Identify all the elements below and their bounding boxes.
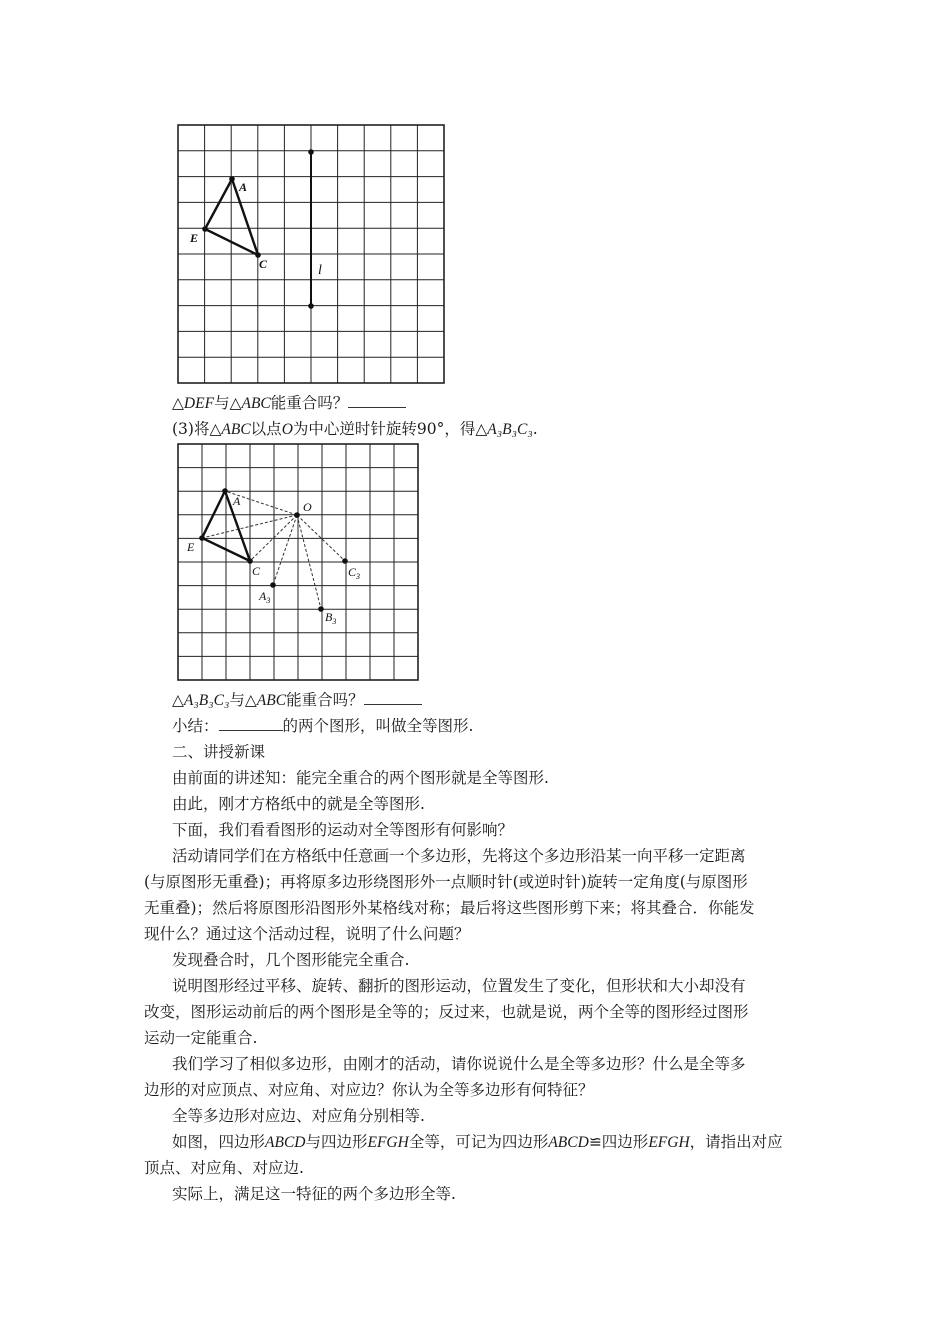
- figure-grid-reflection: [177, 124, 447, 386]
- point-a: [229, 176, 235, 182]
- label-b3-sub: 3: [332, 617, 337, 626]
- label-c: C: [252, 564, 261, 578]
- label-a3-letter: A: [259, 589, 267, 603]
- label-c3: [348, 565, 360, 581]
- label-b3: [325, 610, 336, 626]
- paragraph-9-line-2: 顶点、对应角、对应边.: [144, 1159, 304, 1177]
- paragraph-4-line-1: 活动请同学们在方格纸中任意画一个多边形，先将这个多边形沿某一向平移一定距离: [172, 847, 746, 865]
- paragraph-8: 全等多边形对应边、对应角分别相等.: [172, 1107, 425, 1125]
- point-c: [247, 558, 253, 564]
- paragraph-4-line-4: 现什么？通过这个活动过程，说明了什么问题？: [144, 925, 470, 943]
- paragraph-4-line-3: 无重叠)；然后将原图形沿图形外某格线对称；最后将这些图形剪下来；将其叠合．你能发: [144, 899, 755, 917]
- point-e: [202, 226, 208, 232]
- paragraph-5: 发现叠合时，几个图形能完全重合.: [172, 951, 410, 969]
- label-b3-letter: B: [325, 610, 333, 624]
- point-c3: [342, 558, 348, 564]
- label-c: C: [259, 257, 268, 271]
- point-a3: [270, 582, 276, 588]
- paragraph-6-line-1: 说明图形经过平移、旋转、翻折的图形运动，位置发生了变化，但形状和大小却没有: [172, 977, 746, 995]
- label-e: E: [187, 540, 195, 554]
- paragraph-4-line-2: (与原图形无重叠)；再将原多边形绕图形外一点顺时针(或逆时针)旋转一定角度(与原图形: [144, 873, 748, 891]
- point-o: [294, 512, 300, 518]
- question-3-line: (3)将△ABC以点O为中心逆时针旋转90°，得△A₃B₃C₃.: [172, 420, 538, 438]
- section-heading: 二、讲授新课: [172, 743, 266, 761]
- label-a: A: [239, 180, 248, 194]
- summary-blank[interactable]: [219, 716, 283, 731]
- label-c3-sub: 3: [356, 572, 361, 581]
- label-a: A: [233, 494, 241, 508]
- paragraph-1: 由前面的讲述知：能完全重合的两个图形就是全等图形.: [172, 769, 549, 787]
- question-3b-line: △A₃B₃C₃与△ABC能重合吗？: [172, 688, 422, 713]
- paragraph-7-line-2: 边形的对应顶点、对应角、对应边？你认为全等多边形有何特征？: [144, 1081, 594, 1099]
- label-e: E: [190, 231, 199, 245]
- paragraph-6-line-2: 改变，图形运动前后的两个图形是全等的；反过来，也就是说，两个全等的图形经过图形: [144, 1003, 749, 1021]
- question-2-line: △DEF与△ABC能重合吗？: [172, 391, 406, 416]
- label-a3-sub: 3: [266, 596, 271, 605]
- paragraph-6-line-3: 运动一定能重合.: [144, 1029, 258, 1047]
- paragraph-7-line-1: 我们学习了相似多边形，由刚才的活动，请你说说什么是全等多边形？什么是全等多: [172, 1055, 746, 1073]
- point-b3: [318, 606, 324, 612]
- answer-blank-1[interactable]: [348, 393, 406, 408]
- label-c3-letter: C: [348, 565, 357, 579]
- label-a3: [258, 589, 270, 605]
- paragraph-10: 实际上，满足这一特征的两个多边形全等.: [172, 1185, 456, 1203]
- paragraph-3: 下面，我们看看图形的运动对全等图形有何影响？: [172, 821, 514, 839]
- paragraph-2: 由此，刚才方格纸中的就是全等图形.: [172, 795, 425, 813]
- line-end-bottom: [308, 303, 314, 309]
- line-end-top: [308, 149, 314, 155]
- point-a: [222, 488, 228, 494]
- label-l: l: [318, 263, 322, 278]
- point-e: [199, 535, 205, 541]
- summary-line: 小结： 的两个图形，叫做全等图形.: [172, 717, 474, 735]
- label-o: O: [303, 500, 312, 514]
- paragraph-9-line-1: 如图，四边形ABCD与四边形EFGH全等，可记为四边形ABCD≌四边形EFGH，请指出对应: [172, 1133, 783, 1151]
- answer-blank-2[interactable]: [364, 690, 422, 705]
- figure-grid-rotation: [177, 443, 421, 683]
